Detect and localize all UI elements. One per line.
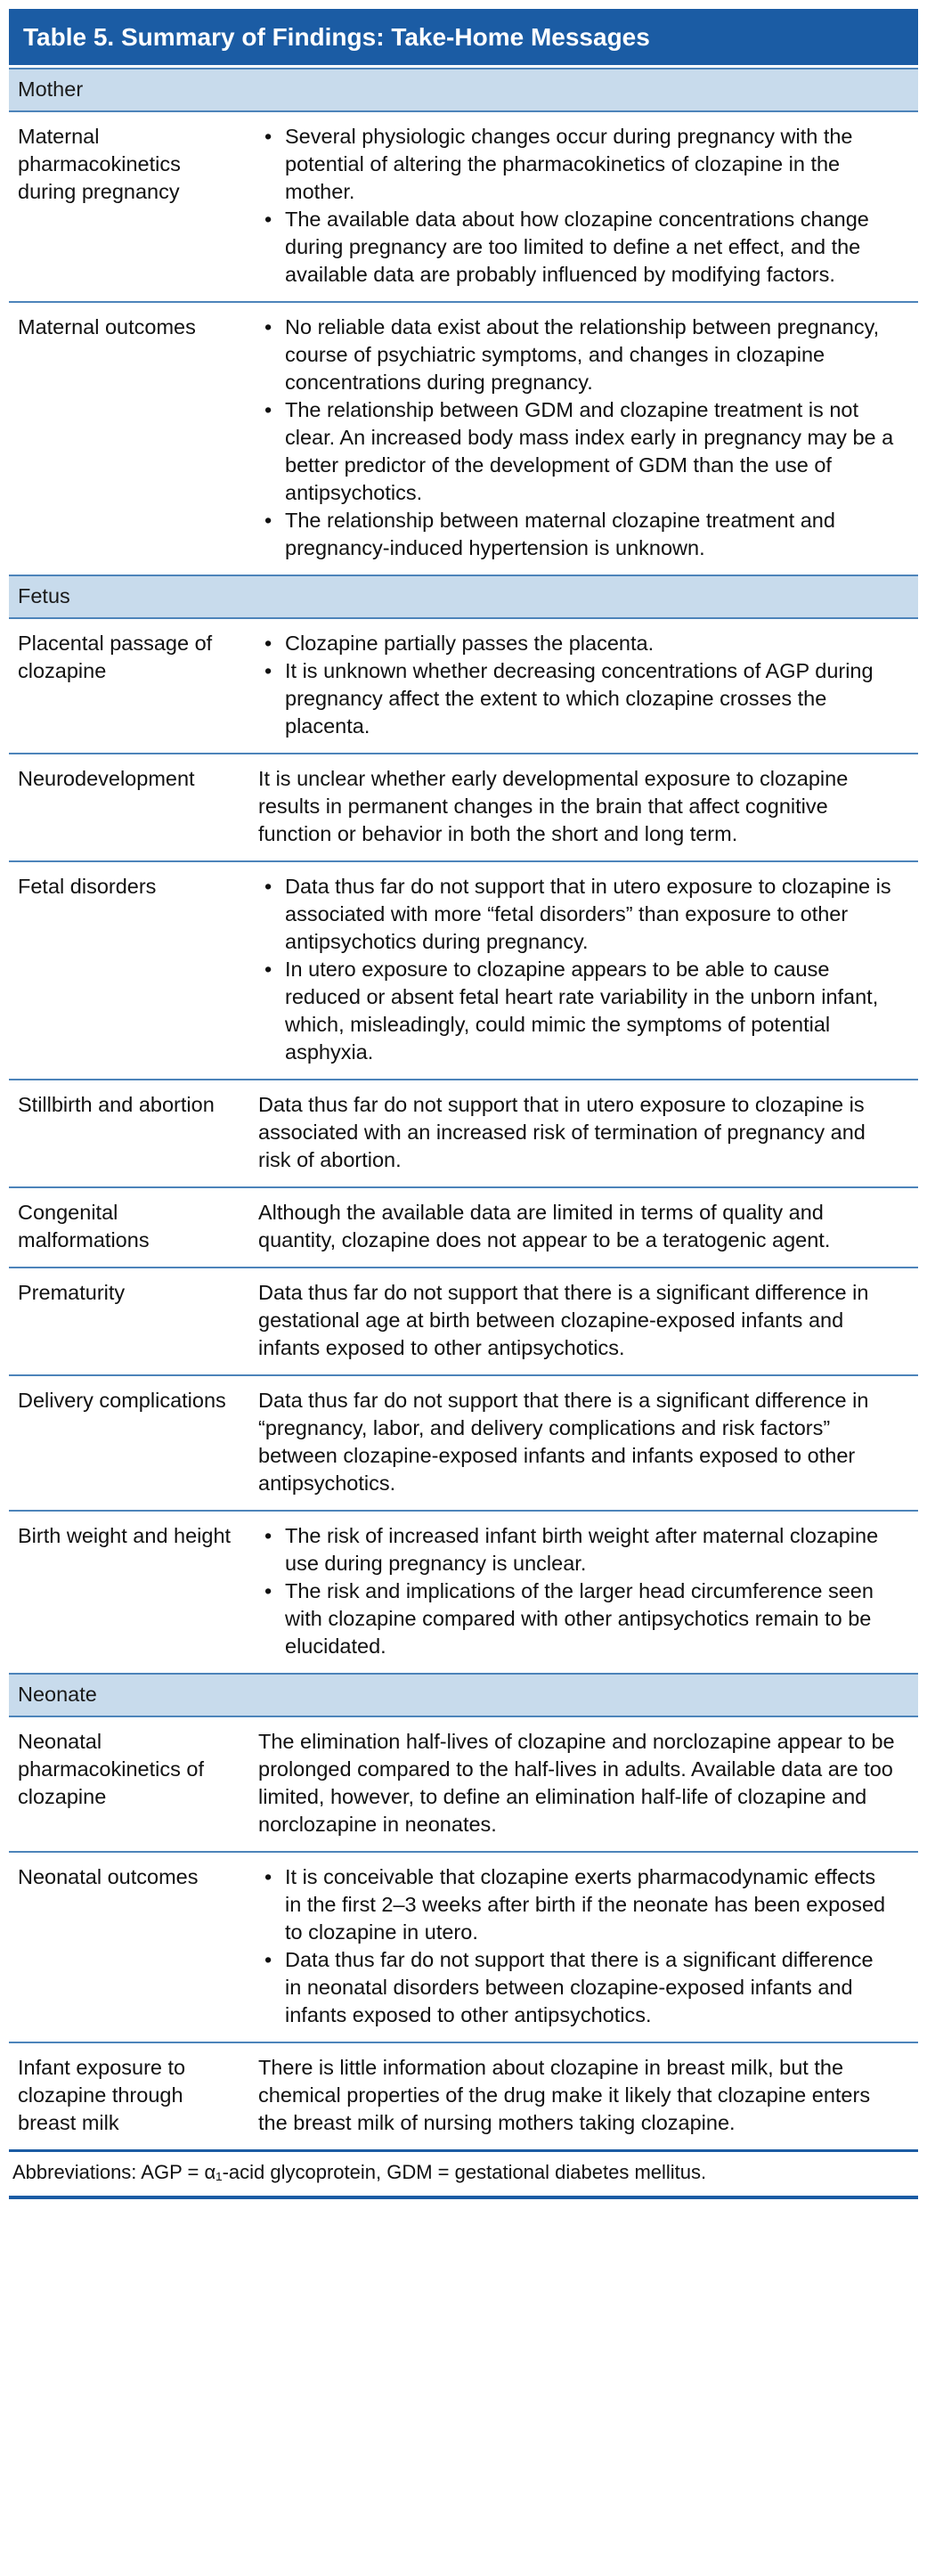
row-content: [258, 1188, 918, 1267]
row-content: [258, 1717, 918, 1851]
table-row: [9, 753, 918, 860]
bullet-list: [258, 873, 895, 1066]
row-topic: Delivery complications: [18, 1389, 226, 1412]
bullet-item: • Clozapine partially passes the placenta.: [258, 630, 895, 657]
bullet-list: [258, 630, 895, 740]
table-title-bar: [9, 9, 918, 65]
row-content: [258, 112, 918, 301]
row-topic: Neonatal pharmacokinetics of clozapine: [18, 1730, 204, 1808]
table-row: [9, 1374, 918, 1510]
row-topic: Prematurity: [18, 1281, 126, 1304]
bullet-list: [258, 1863, 895, 2029]
section-header-fetus: Fetus: [9, 575, 918, 617]
row-content: [258, 619, 918, 753]
row-topic: Neurodevelopment: [18, 767, 195, 790]
table-row: [9, 1186, 918, 1267]
table-title: Table 5. Summary of Findings: Take-Home Messages: [23, 23, 650, 51]
row-topic: Neonatal outcomes: [18, 1865, 199, 1888]
row-topic: Placental passage of clozapine: [18, 632, 213, 682]
row-content: [258, 1512, 918, 1673]
bullet-item: • The relationship between maternal clozapine treatment and pregnancy-induced hypertension is unknown.: [258, 507, 895, 562]
table-row: [9, 1079, 918, 1186]
bullet-item: • No reliable data exist about the relationship between pregnancy, course of psychiatric symptoms, and changes in clozapine concentrations during pregnancy.: [258, 314, 895, 396]
row-text: Data thus far do not support that in utero exposure to clozapine is associated with an increased risk of termination of pregnancy and risk of abortion.: [258, 1093, 866, 1171]
bullet-item: • The relationship between GDM and clozapine treatment is not clear. An increased body mass index early in pregnancy may be a better predictor of the development of GDM than the use of antipsychotics.: [258, 396, 895, 507]
bullet-item: • In utero exposure to clozapine appears to be able to cause reduced or absent fetal heart rate variability in the unborn infant, which, misleadingly, could mimic the symptoms of potential asphyxia.: [258, 956, 895, 1066]
table-footnote: [9, 2149, 918, 2199]
section-header-neonate: Neonate: [9, 1673, 918, 1716]
section-header-mother: Mother: [9, 68, 918, 110]
bullet-item: • It is unknown whether decreasing concentrations of AGP during pregnancy affect the extent to which clozapine crosses the placenta.: [258, 657, 895, 740]
table-row: [9, 617, 918, 753]
row-topic: Fetal disorders: [18, 875, 157, 898]
row-content: [258, 1080, 918, 1186]
row-content: [258, 303, 918, 575]
row-content: [258, 754, 918, 860]
row-topic: Maternal pharmacokinetics during pregnancy: [18, 125, 181, 203]
row-text: Data thus far do not support that there is a significant difference in gestational age at birth between clozapine-exposed infants and infants exposed to other antipsychotics.: [258, 1281, 869, 1359]
table-row: [9, 1716, 918, 1851]
bullet-list: [258, 314, 895, 562]
bullet-list: [258, 123, 895, 289]
table-row: [9, 110, 918, 301]
footnote-text: Abbreviations: AGP = α₁-acid glycoprotein, GDM = gestational diabetes mellitus.: [12, 2161, 707, 2183]
table-body: [9, 68, 918, 2149]
bullet-item: • It is conceivable that clozapine exerts pharmacodynamic effects in the first 2–3 weeks after birth if the neonate has been exposed to clozapine in utero.: [258, 1863, 895, 1946]
bullet-item: • Several physiologic changes occur during pregnancy with the potential of altering the pharmacokinetics of clozapine in the mother.: [258, 123, 895, 206]
summary-table: [9, 9, 918, 2199]
row-content: [258, 1268, 918, 1374]
row-content: [258, 862, 918, 1079]
row-content: [258, 2043, 918, 2149]
row-text: There is little information about clozapine in breast milk, but the chemical properties of the drug make it likely that clozapine enters the breast milk of nursing mothers taking clozapine.: [258, 2056, 871, 2134]
row-topic: Birth weight and height: [18, 1524, 232, 1547]
row-topic: Stillbirth and abortion: [18, 1093, 215, 1116]
table-row: [9, 860, 918, 1079]
row-topic: Congenital malformations: [18, 1201, 150, 1251]
bullet-item: • The risk of increased infant birth weight after maternal clozapine use during pregnancy is unclear.: [258, 1522, 895, 1577]
row-content: [258, 1853, 918, 2042]
row-topic: Infant exposure to clozapine through breast milk: [18, 2056, 186, 2134]
table-row: [9, 2042, 918, 2149]
table-row: [9, 301, 918, 575]
bullet-list: [258, 1522, 895, 1660]
row-text: Although the available data are limited in terms of quality and quantity, clozapine does not appear to be a teratogenic agent.: [258, 1201, 831, 1251]
bullet-item: • The available data about how clozapine concentrations change during pregnancy are too limited to define a net effect, and the available data are probably influenced by modifying factors.: [258, 206, 895, 289]
bullet-item: • The risk and implications of the larger head circumference seen with clozapine compared with other antipsychotics remain to be elucidated.: [258, 1577, 895, 1660]
row-topic: Maternal outcomes: [18, 315, 196, 338]
row-text: The elimination half-lives of clozapine and norclozapine appear to be prolonged compared to the half-lives in adults. Available data are too limited, however, to define an elimination half-life of clozapine and norclozapine in neonates.: [258, 1730, 895, 1836]
table-row: [9, 1851, 918, 2042]
row-text: It is unclear whether early developmental exposure to clozapine results in permanent changes in the brain that affect cognitive function or behavior in both the short and long term.: [258, 767, 849, 845]
row-content: [258, 1376, 918, 1510]
row-text: Data thus far do not support that there is a significant difference in “pregnancy, labor, and delivery complications and risk factors” between clozapine-exposed infants and infants exposed to other antipsychotics.: [258, 1389, 869, 1495]
table-row: [9, 1510, 918, 1673]
table-row: [9, 1267, 918, 1374]
bullet-item: • Data thus far do not support that in utero exposure to clozapine is associated with more “fetal disorders” than exposure to other antipsychotics during pregnancy.: [258, 873, 895, 956]
bullet-item: • Data thus far do not support that there is a significant difference in neonatal disorders between clozapine-exposed infants and infants exposed to other antipsychotics.: [258, 1946, 895, 2029]
